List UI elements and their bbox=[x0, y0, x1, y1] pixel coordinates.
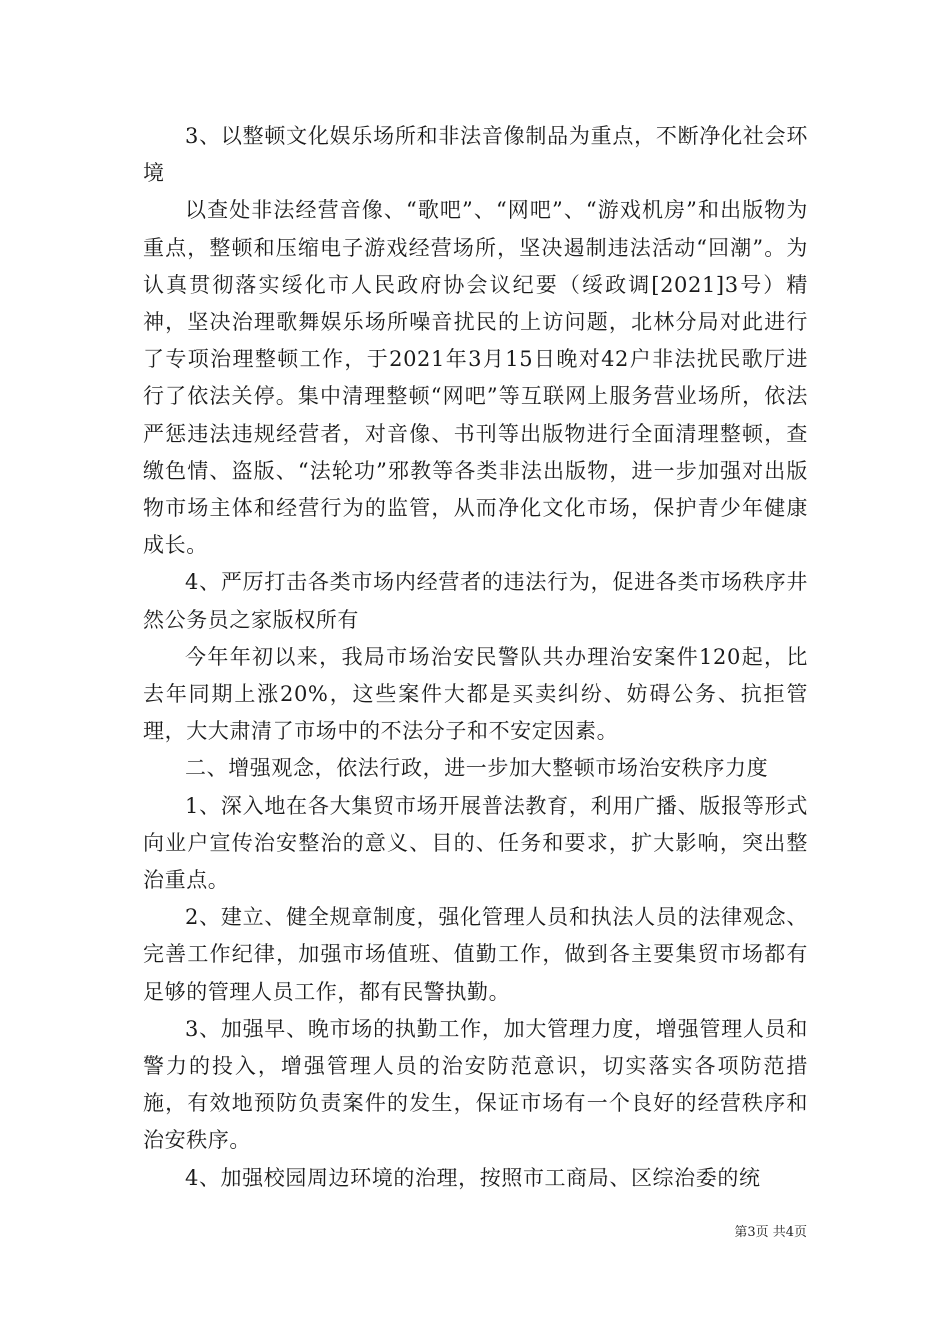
section-heading: 3、以整顿文化娱乐场所和非法音像制品为重点，不断净化社会环境 bbox=[143, 124, 808, 186]
section-heading: 4、严厉打击各类市场内经营者的违法行为，促进各类市场秩序井然公务员之家版权所有 bbox=[143, 570, 808, 632]
body-paragraph: 4、加强校园周边环境的治理，按照市工商局、区综治委的统 bbox=[185, 1165, 761, 1190]
document-body bbox=[143, 118, 808, 1197]
body-paragraph: 1、深入地在各大集贸市场开展普法教育，利用广播、版报等形式向业户宣传治安整治的意义、目的、任务和要求，扩大影响，突出整治重点。 bbox=[143, 793, 808, 893]
page-number: 第3页 共4页 bbox=[734, 1225, 807, 1240]
body-paragraph: 今年年初以来，我局市场治安民警队共办理治安案件120起，比去年同期上涨20%，这些案件大都是买卖纠纷、妨碍公务、抗拒管理，大大肃清了市场中的不法分子和不安定因素。 bbox=[143, 644, 808, 744]
body-paragraph: 2、建立、健全规章制度，强化管理人员和执法人员的法律观念、完善工作纪律，加强市场值班、值勤工作，做到各主要集贸市场都有足够的管理人员工作，都有民警执勤。 bbox=[143, 905, 808, 1004]
section-heading: 二、增强观念，依法行政，进一步加大整顿市场治安秩序力度 bbox=[185, 756, 769, 781]
body-paragraph: 以查处非法经营音像、“歌吧”、“网吧”、“游戏机房”和出版物为重点，整顿和压缩电子游戏经营场所，坚决遏制违法活动“回潮”。为认真贯彻落实绥化市人民政府协会议纪要（绥政调[2021]3号）精神，坚决治理歌舞娱乐场所噪音扰民的上访问题，北林分局对此进行了专项治理整顿工作，于2021年3月15日晚对42户非法扰民歌厅进行了依法关停。集中清理整顿“网吧”等互联网上服务营业场所，依法严惩违法违规经营者，对音像、书刊等出版物进行全面清理整顿，查缴色情、盗版、“法轮功”邪教等各类非法出版物，进一步加强对出版物市场主体和经营行为的监管，从而净化文化市场，保护青少年健康成长。 bbox=[143, 198, 808, 558]
body-paragraph: 3、加强早、晚市场的执勤工作，加大管理力度，增强管理人员和警力的投入，增强管理人员的治安防范意识，切实落实各项防范措施，有效地预防负责案件的发生，保证市场有一个良好的经营秩序和治安秩序。 bbox=[143, 1016, 808, 1153]
